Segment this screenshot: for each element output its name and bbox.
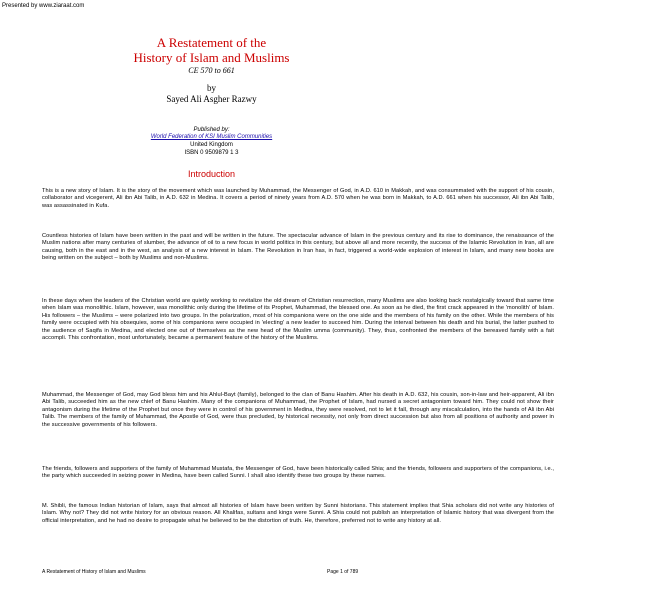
author-name: Sayed Ali Asgher Razwy	[166, 94, 257, 104]
body-paragraph: In these days when the leaders of the Christian world are quietly working to revitalize the old dream of Christian resurrection, many Muslims are also looking back nostalgically toward that same time when Islam was monolithic. Islam, however, was monolithic only during the lifetime of its Prophet, Muhammad, the blessed one. As soon as he died, the first crack appeared in the 'monolith' of Islam. His followers – the Muslims – were polarized into two groups. In the polarization, most of his companions were on the one side and the members of his family on the other. While the members of his family were occupied with his obsequies, some of his companions were occupied in 'electing' a new leader to succeed him. During the interval between his death and his burial, the latter pushed to the audience of Saqifa in Medina, and elected one out of themselves as the new head of the Muslim umma (community). They, thus, confronted the members of the bereaved family with a fait accompli. This confrontation, most unfortunately, became a permanent feature of the history of the Muslims.	[42, 298, 554, 342]
footer-title: A Restatement of History of Islam and Muslims	[42, 569, 146, 575]
body-paragraph: The friends, followers and supporters of the family of Muhammad Mustafa, the Messenger of God, have been historically called Shia; and the friends, followers and supporters of the companions, i.e., the party which succeeded in seizing power in Medina, have been called Sunni. I shall also identify these two groups by these names.	[42, 466, 554, 480]
publisher-country: United Kingdom	[190, 142, 233, 148]
book-title-line2: History of Islam and Muslims	[133, 50, 290, 65]
body-paragraph: M. Shibli, the famous Indian historian of Islam, says that almost all histories of Islam have been written by Sunni historians. This statement implies that Shia scholars did not write any histories of Islam. Why not? They did not write history for an obvious reason. All Khalifas, sultans and kings were Sunni. A Shia could not publish an interpretation of Islamic history that was divergent from the official interpretation, and he had no desire to propagate what he believed to be the distortion of truth. He, therefore, preferred not to write any history at all.	[42, 503, 554, 524]
body-paragraph: Countless histories of Islam have been written in the past and will be written in the future. The spectacular advance of Islam in the previous century and its rise to dominance, the renaissance of the Muslim nations after many centuries of slumber, the advance of oil to a new focus in world politics in this century, but above all and more recently, the success of the Islamic Revolution in Iran, all are causing, both in the east and in the west, an analysis of a new interest in Islam. The Revolution in Iran has, in fact, triggered a world-wide explosion of interest in Islam, and many new books are being written on the subject – both by Muslims and non-Muslims.	[42, 233, 554, 262]
published-by-label: Published by:	[193, 127, 230, 133]
book-title-line1: A Restatement of the	[156, 35, 267, 50]
footer-page-number: Page 1 of 789	[327, 569, 359, 575]
publisher-link[interactable]: World Federation of KSI Muslim Communities	[150, 134, 273, 140]
section-heading: Introduction	[187, 169, 236, 179]
body-paragraph: This is a new story of Islam. It is the story of the movement which was launched by Muhammad, the Messenger of God, in A.D. 610 in Makkah, and was consummated with the support of his cousin, collaborator and vicegerent, Ali ibn Abi Talib, in A.D. 632 in Medina. It covers a period of ninety years from A.D. 570 when he was born in Makkah, to A.D. 661 when his successor, Ali ibn Abi Talib, was assassinated in Kufa.	[42, 188, 554, 209]
book-subtitle: CE 570 to 661	[188, 66, 235, 75]
by-label: by	[207, 83, 216, 93]
body-paragraph: Muhammad, the Messenger of God, may God bless him and his Ahlul-Bayt (family), belonged to the clan of Banu Hashim. After his death in A.D. 632, his cousin, son-in-law and heir-apparent, Ali ibn Abi Talib, succeeded him as the new chief of Banu Hashim. Many of the companions of Muhammad, the Prophet of Islam, had nursed a secret antagonism toward him. They could not show their antagonism during the lifetime of the Prophet but once they were in control of his government in Medina, they were resolved, not to let it fall, through any miscalculation, into the hands of Ali ibn Abi Talib. The members of the family of Muhammad, the Apostle of God, were thus precluded, by historical necessity, not only from direct succession but also from all positions of authority and power in the successive governments of his followers.	[42, 392, 554, 428]
presented-by-text: Presented by www.ziaraat.com	[2, 3, 85, 9]
isbn-text: ISBN 0 9509879 1 3	[184, 150, 239, 156]
